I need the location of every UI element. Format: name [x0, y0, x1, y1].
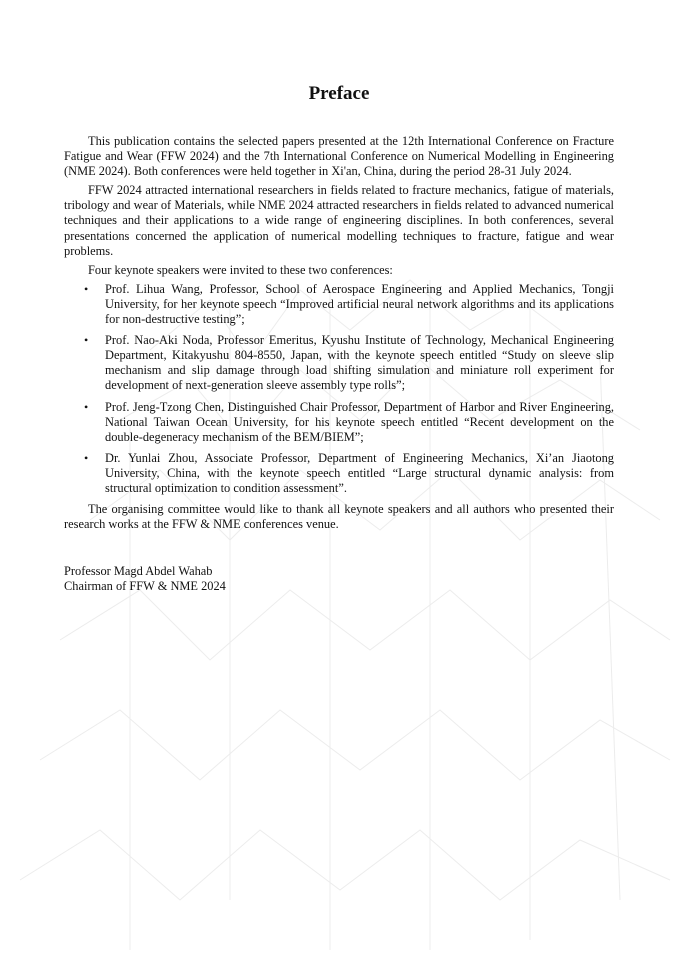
keynote-speaker-list: [64, 282, 614, 496]
keynote-speaker-text: Dr. Yunlai Zhou, Associate Professor, Department of Engineering Mechanics, Xi’an Jiaotong University, China, with the keynote speech entitled “Large structural dynamic analysis: from structural optimization to condition assessment”.: [105, 450, 614, 495]
keynote-speaker-text: Prof. Lihua Wang, Professor, School of Aerospace Engineering and Applied Mechanics, Tongji University, for her keynote speech “Improved artificial neural network algorithms and its applications for non-destructive testing”;: [105, 281, 614, 327]
intro-paragraph: This publication contains the selected papers presented at the 12th International Conference on Fracture Fatigue and Wear (FFW 2024) and the 7th International Conference on Numerical Modelling in Engineering (NME 2024). Both conferences were held together in Xi'an, China, during the period 28-31 July 2024.: [64, 134, 614, 179]
bullet-icon: •: [84, 450, 89, 465]
keynote-speaker-item: [84, 399, 614, 445]
thanks-paragraph: The organising committee would like to thank all keynote speakers and all authors who presented their research works at the FFW & NME conferences venue.: [64, 502, 614, 532]
scope-paragraph: FFW 2024 attracted international researchers in fields related to fracture mechanics, fatigue of materials, tribology and wear of Materials, while NME 2024 attracted researchers in fields related to advanced numerical techniques and their applications to a wide range of engineering disciplines. In both conferences, several presentations concerned the application of numerical modelling techniques to fracture, fatigue and wear problems.: [64, 183, 614, 258]
signature-block: [64, 564, 614, 594]
keynote-speaker-item: [84, 450, 614, 496]
bullet-icon: •: [84, 333, 89, 348]
signature-role: Chairman of FFW & NME 2024: [64, 579, 226, 594]
keynote-speaker-text: Prof. Jeng-Tzong Chen, Distinguished Chair Professor, Department of Harbor and River Engineering, National Taiwan Ocean University, for his keynote speech entitled “Recent development on the double-degeneracy mechanism of the BEM/BIEM”;: [105, 399, 614, 444]
page-title: Preface: [308, 83, 370, 104]
signature-name: Professor Magd Abdel Wahab: [64, 564, 213, 579]
keynote-intro-paragraph: Four keynote speakers were invited to these two conferences:: [88, 262, 393, 277]
keynote-speaker-item: [84, 281, 614, 327]
keynote-speaker-text: Prof. Nao-Aki Noda, Professor Emeritus, Kyushu Institute of Technology, Mechanical Engineering Department, Kitakyushu 804-8550, Japan, with the keynote speech entitled “Study on sleeve slip mechanism and slip damage through load shifting simulation and miniature roll experiment for development of next-generation sleeve assembly type rolls”;: [105, 333, 614, 393]
preface-body: [64, 134, 614, 532]
keynote-speaker-item: [84, 333, 614, 393]
bullet-icon: •: [84, 281, 89, 296]
bullet-icon: •: [84, 399, 89, 414]
